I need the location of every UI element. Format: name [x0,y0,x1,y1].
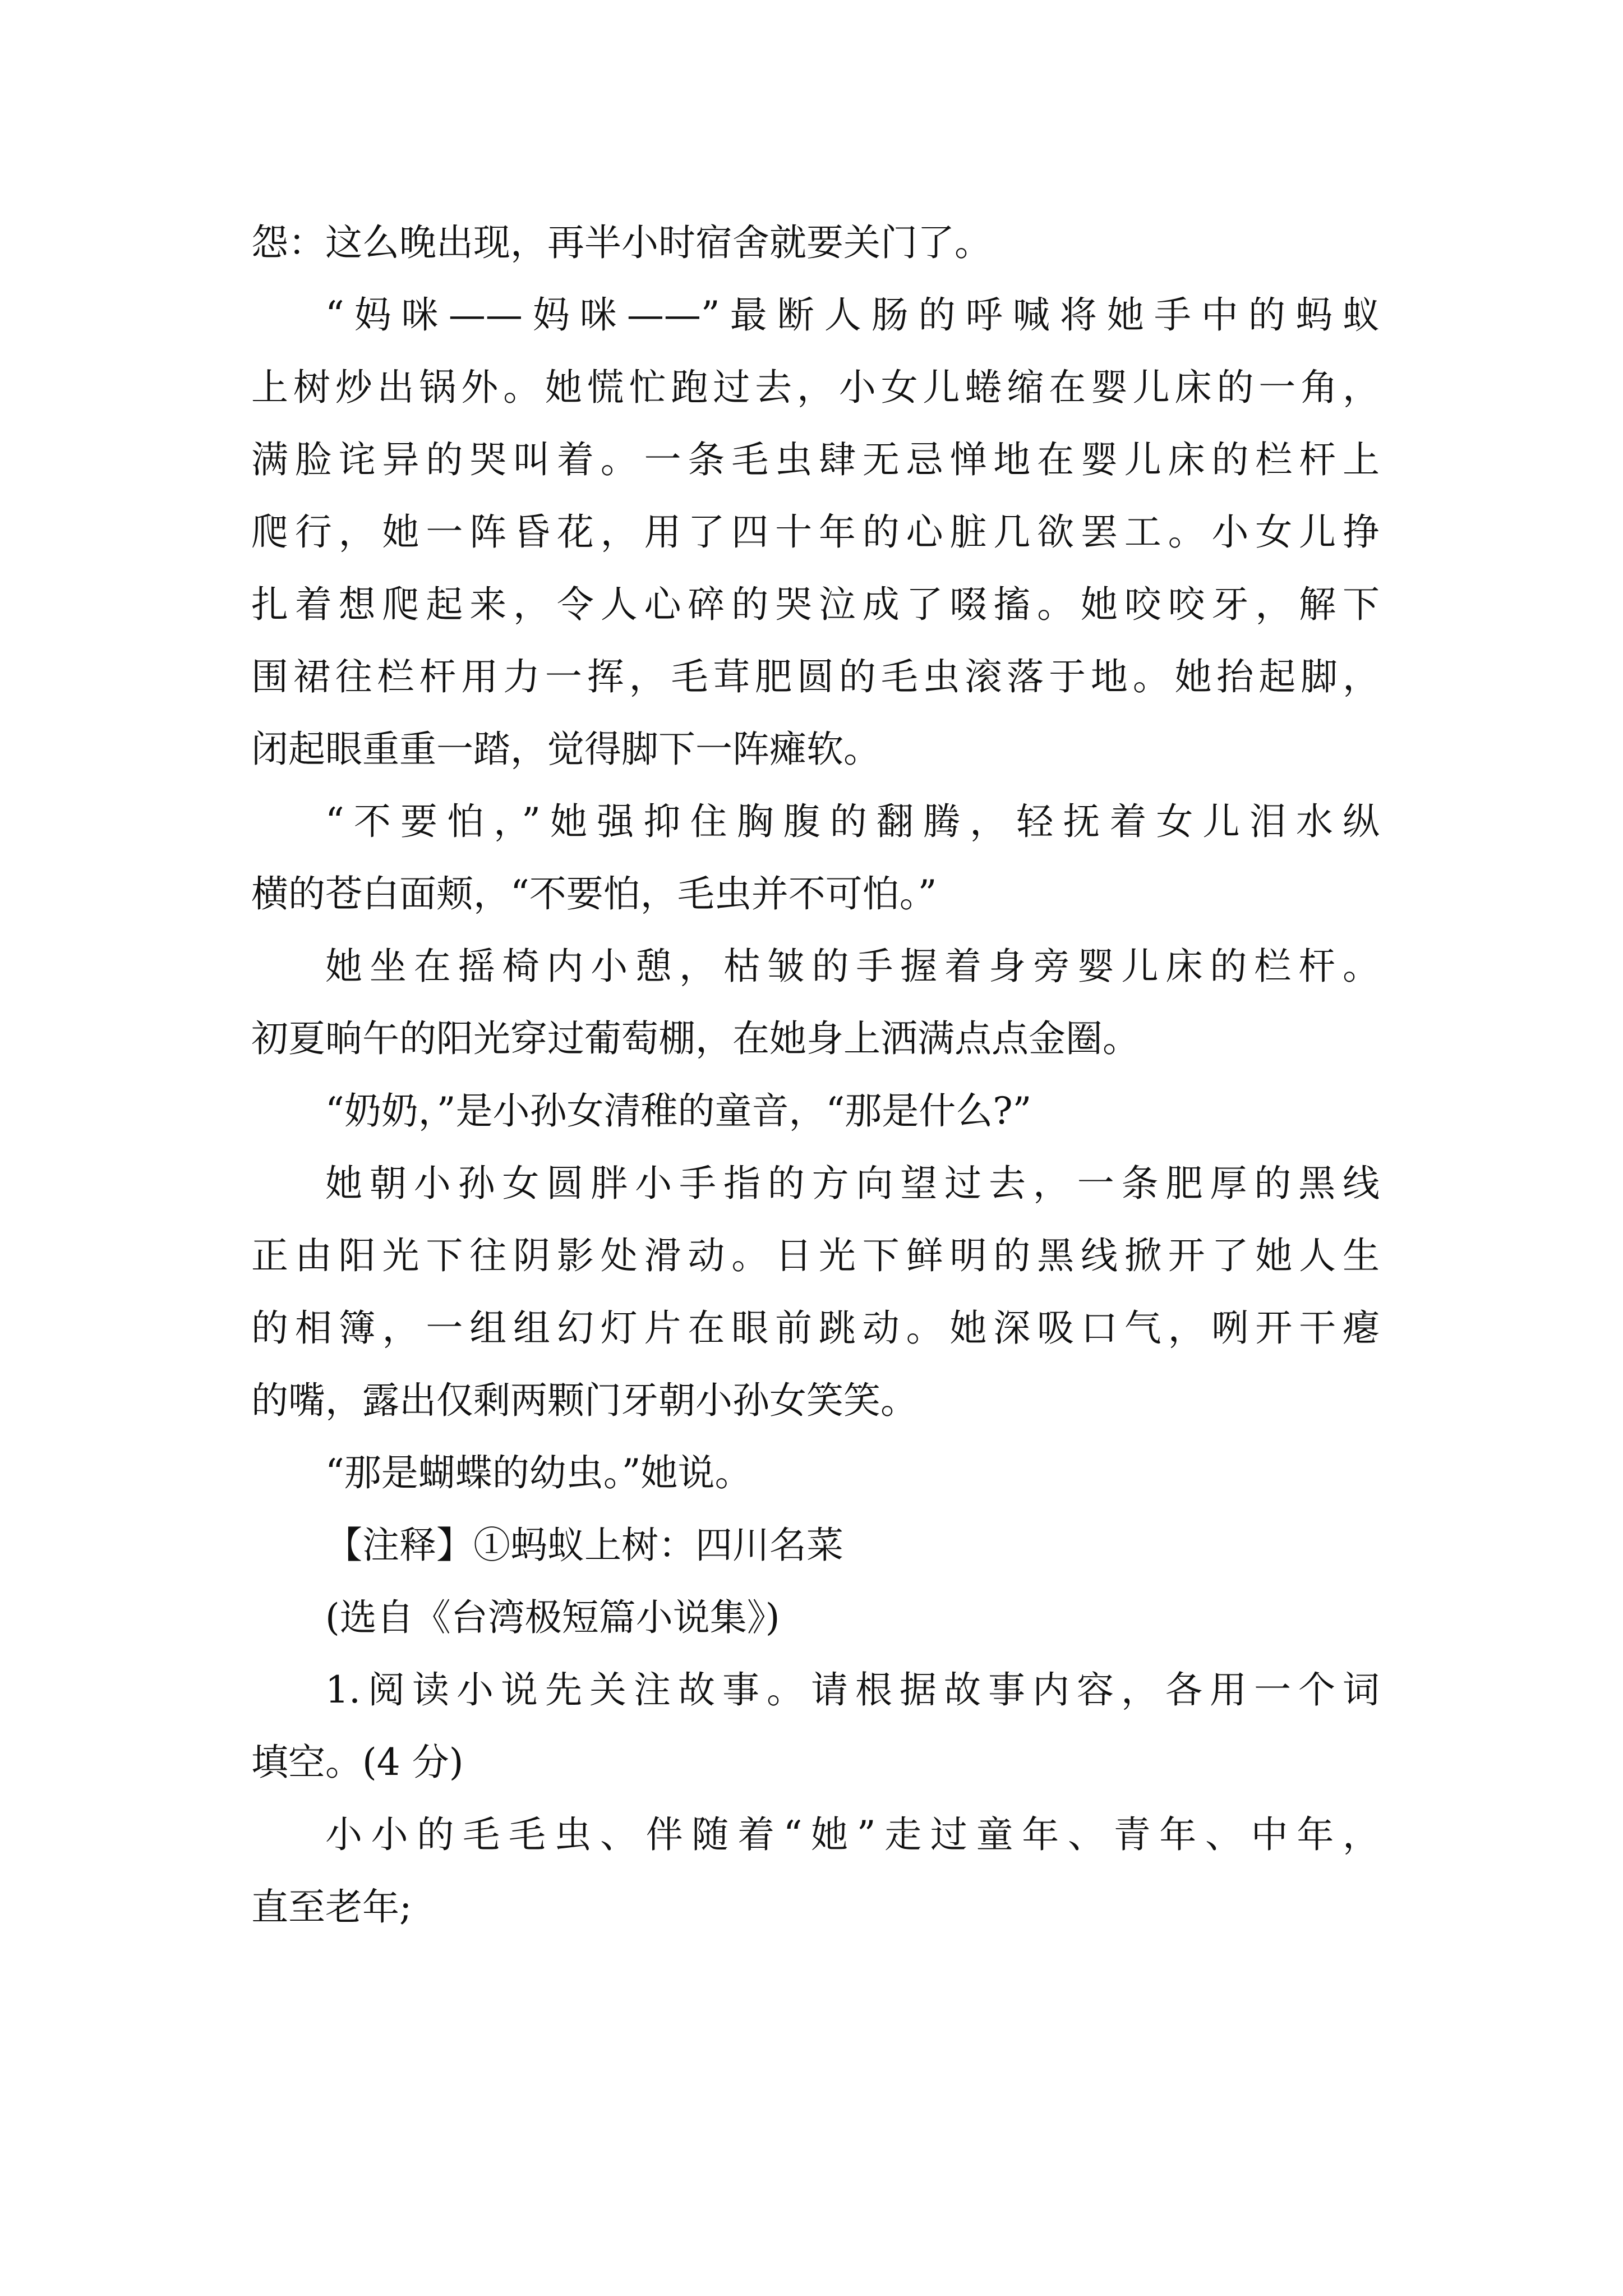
paragraph-3 [251,785,1380,930]
document-page [251,206,1380,1943]
text-line: 直至老年; [251,1885,412,1929]
paragraph-6 [251,1147,1380,1437]
text-line: 横的苍白面颊，“不要怕，毛虫并不可怕。” [251,872,937,915]
text-line: 满脸诧异的哭叫着。一条毛虫肆无忌惮地在婴儿床的栏杆上 [251,438,1380,481]
text-line: 她坐在摇椅内小憩，枯皱的手握着身旁婴儿床的栏杆。 [325,945,1380,988]
paragraph-5 [251,1075,1380,1147]
text-line: “不要怕，”她强抑住胸腹的翻腾，轻抚着女儿泪水纵 [325,800,1380,843]
text-line: 闭起眼重重一踏，觉得脚下一阵瘫软。 [251,728,880,771]
text-line: 填空。(4 分) [251,1741,464,1784]
text-line: (选自《台湾极短篇小说集》) [325,1596,780,1639]
question-1 [251,1654,1380,1798]
paragraph-4 [251,930,1380,1075]
annotation-note [251,1509,1380,1581]
text-line: 怨：这么晚出现，再半小时宿舍就要关门了。 [251,221,992,264]
text-line: 围裙往栏杆用力一挥，毛茸肥圆的毛虫滚落于地。她抬起脚， [251,655,1380,698]
text-line: 的相簿，一组组幻灯片在眼前跳动。她深吸口气，咧开干瘪 [251,1306,1380,1350]
text-line: 小小的毛毛虫、伴随着“她”走过童年、青年、中年， [325,1813,1380,1856]
text-line: 上树炒出锅外。她慌忙跑过去，小女儿蜷缩在婴儿床的一角， [251,366,1380,409]
text-line: “那是蝴蝶的幼虫。”她说。 [325,1451,752,1494]
text-line: 她朝小孙女圆胖小手指的方向望过去，一条肥厚的黑线 [325,1162,1380,1205]
text-line: 1.阅读小说先关注故事。请根据故事内容，各用一个词 [325,1668,1380,1711]
paragraph-1 [251,206,1380,279]
text-line: 扎着想爬起来，令人心碎的哭泣成了啜搐。她咬咬牙，解下 [251,583,1380,626]
paragraph-2 [251,279,1380,785]
text-line: 正由阳光下往阴影处滑动。日光下鲜明的黑线掀开了她人生 [251,1234,1380,1277]
source-citation [251,1581,1380,1654]
question-1-prompt [251,1798,1380,1943]
text-line: “奶奶，”是小孙女清稚的童音，“那是什么?” [325,1089,1032,1133]
text-line: “妈咪——妈咪——”最断人肠的呼喊将她手中的蚂蚁 [325,293,1380,337]
text-line: 的嘴，露出仅剩两颗门牙朝小孙女笑笑。 [251,1379,917,1422]
text-line: 【注释】①蚂蚁上树：四川名菜 [325,1524,843,1567]
text-line: 初夏晌午的阳光穿过葡萄棚，在她身上洒满点点金圈。 [251,1017,1140,1060]
text-line: 爬行，她一阵昏花，用了四十年的心脏几欲罢工。小女儿挣 [251,510,1380,554]
paragraph-7 [251,1437,1380,1509]
